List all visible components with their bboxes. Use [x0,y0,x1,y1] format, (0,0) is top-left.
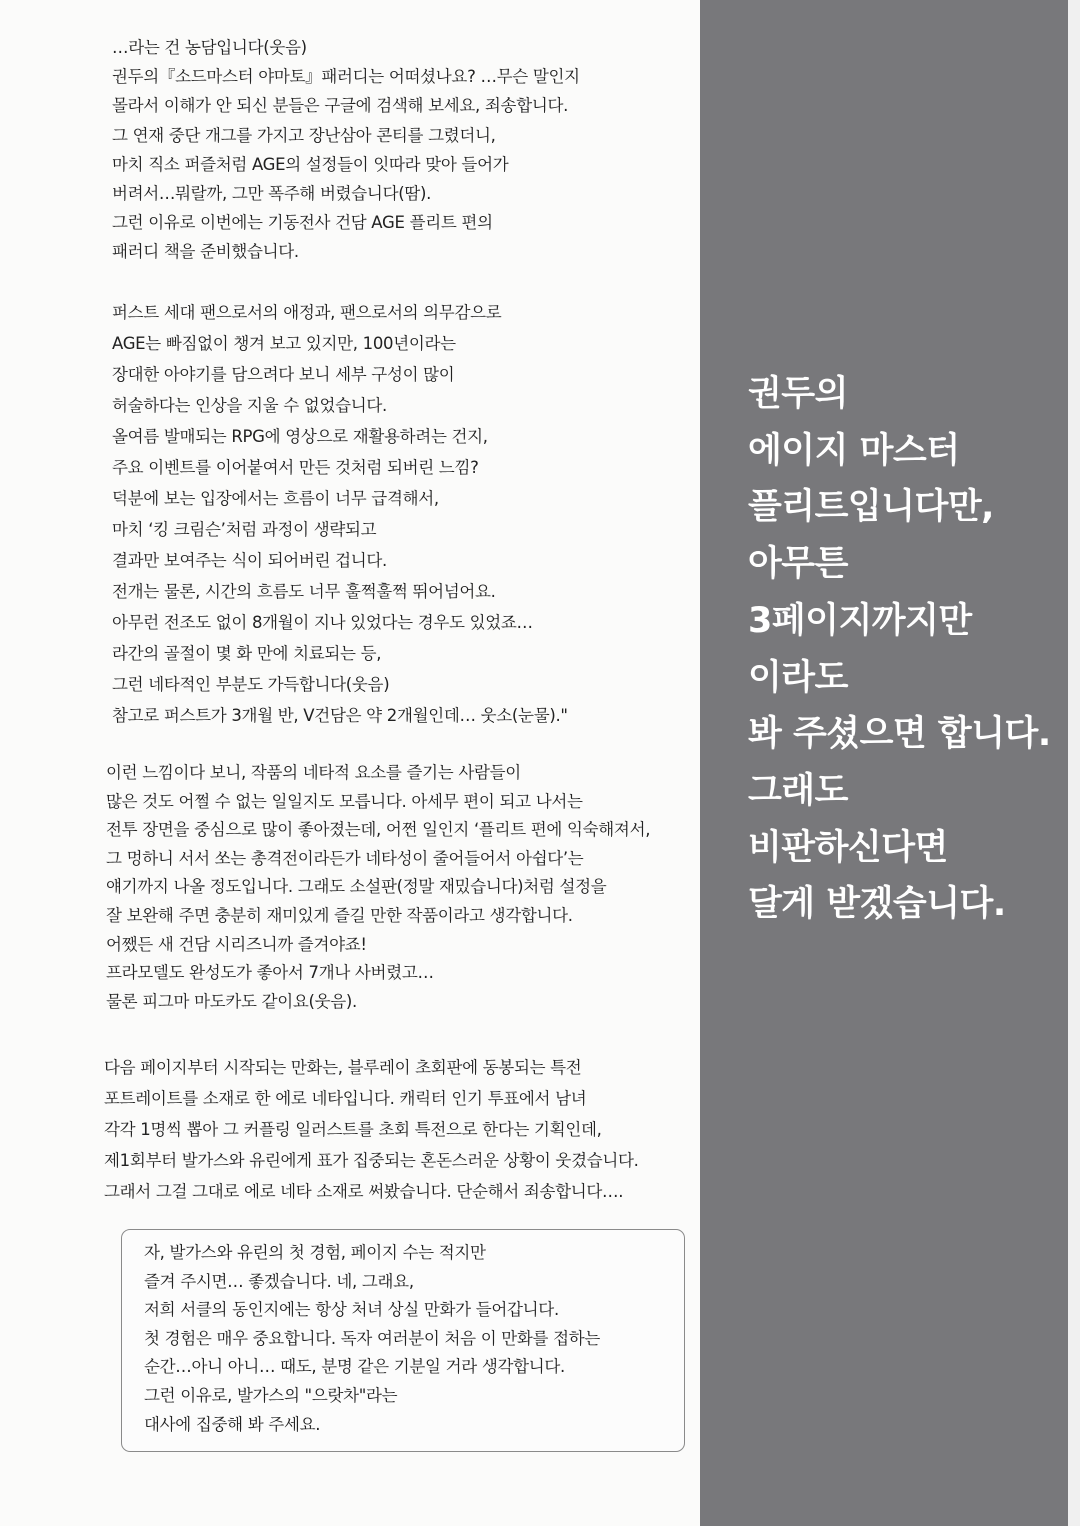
text-line: 라간의 골절이 몇 화 만에 치료되는 등, [112,644,382,663]
text-line: 그 멍하니 서서 쏘는 총격전이라든가 네타성이 줄어들어서 아쉽다’는 [106,848,584,868]
side-panel-line: 그래도 [748,770,848,811]
text-line: 그 연재 중단 개그를 가지고 장난삼아 콘티를 그렸더니, [112,125,496,145]
text-line: 포트레이트를 소재로 한 에로 네타입니다. 캐릭터 인기 투표에서 남녀 [104,1089,587,1108]
text-line: 몰라서 이해가 안 되신 분들은 구글에 검색해 보세요, 죄송합니다. [112,96,569,116]
text-line: 아무런 전조도 없이 8개월이 지나 있었다는 경우도 있었죠… [112,613,533,632]
side-panel-line: 봐 주셨으면 합니다. [748,714,1051,755]
text-line: 많은 것도 어쩔 수 없는 일일지도 모릅니다. 아세무 편이 되고 나서는 [106,791,583,811]
note-line: 그런 이유로, 발가스의 "으랏차"라는 [144,1385,398,1405]
side-panel-line: 아무튼 [748,544,848,585]
text-line: 그런 네타적인 부분도 가득합니다(웃음) [112,675,390,694]
note-line: 순간…아니 아니… 때도, 분명 같은 기분일 거라 생각합니다. [144,1357,565,1377]
text-line: AGE는 빠짐없이 챙겨 보고 있지만, 100년이라는 [112,334,456,353]
text-line: 덕분에 보는 입장에서는 흐름이 너무 급격해서, [112,489,439,508]
text-line: 제1회부터 발가스와 유린에게 표가 집중되는 혼돈스러운 상황이 웃겼습니다. [104,1151,639,1170]
text-line: 각각 1명씩 뽑아 그 커플링 일러스트를 초회 특전으로 한다는 기획인데, [104,1120,602,1139]
text-line: 다음 페이지부터 시작되는 만화는, 블루레이 초회판에 동봉되는 특전 [104,1058,582,1077]
paragraph-neta-elements [106,759,650,1016]
side-panel-line: 3페이지까지만 [748,600,972,641]
text-line: 전투 장면을 중심으로 많이 좋아졌는데, 어쩐 일인지 ‘플리트 편에 익숙해져서, [106,820,651,840]
side-panel-line: 달게 받겠습니다. [748,884,1006,925]
paragraph-intro [112,33,580,267]
note-line: 즐겨 주시면… 좋겠습니다. 네, 그래요, [144,1271,414,1291]
note-box-text [144,1239,600,1439]
text-line: 이런 느낌이다 보니, 작품의 네타적 요소를 즐기는 사람들이 [106,763,521,782]
text-line: 마치 ‘킹 크림슨’처럼 과정이 생략되고 [112,520,377,539]
text-line: 올여름 발매되는 RPG에 영상으로 재활용하려는 건지, [112,427,488,446]
text-line: 물론 피그마 마도카도 같이요(웃음). [106,991,358,1011]
text-line: …라는 건 농담입니다(웃음) [112,38,307,57]
side-panel-line: 비판하신다면 [748,827,948,868]
text-line: 전개는 물론, 시간의 흐름도 너무 훌쩍훌쩍 뛰어넘어요. [112,582,496,601]
text-line: 프라모델도 완성도가 좋아서 7개나 사버렸고… [106,963,434,983]
text-line: 어쨌든 새 건담 시리즈니까 즐겨야죠! [106,934,367,954]
text-line: 그래서 그걸 그대로 에로 네타 소재로 써봤습니다. 단순해서 죄송합니다…. [104,1182,624,1201]
text-line: 퍼스트 세대 팬으로서의 애정과, 팬으로서의 의무감으로 [112,303,502,322]
text-line: 마치 직소 퍼즐처럼 AGE의 설정들이 잇따라 맞아 들어가 [112,154,509,174]
text-line: 얘기까지 나올 정도입니다. 그래도 소설판(정말 재밌습니다)처럼 설정을 [106,877,607,897]
side-panel-text [748,366,1051,933]
text-line: 참고로 퍼스트가 3개월 반, V건담은 약 2개월인데… 웃소(눈물)." [112,706,568,725]
side-panel-line: 이라도 [748,657,848,698]
text-line: 패러디 책을 준비했습니다. [112,242,299,262]
paragraph-comic-intro [104,1052,639,1207]
note-line: 대사에 집중해 봐 주세요. [144,1414,321,1434]
text-line: 잘 보완해 주면 충분히 재미있게 즐길 만한 작품이라고 생각합니다. [106,905,573,925]
text-line: 권두의『소드마스터 야마토』패러디는 어떠셨나요? …무슨 말인지 [112,67,580,87]
text-line: 버려서…뭐랄까, 그만 폭주해 버렸습니다(땀). [112,184,432,204]
side-panel-line: 에이지 마스터 [748,430,960,471]
side-panel-line: 권두의 [748,374,848,414]
text-line: 주요 이벤트를 이어붙여서 만든 것처럼 되버린 느낌? [112,458,479,477]
page-edge [1068,0,1080,1526]
note-line: 저희 서클의 동인지에는 항상 처녀 상실 만화가 들어갑니다. [144,1300,559,1320]
text-line: 결과만 보여주는 식이 되어버린 겁니다. [112,551,387,570]
note-line: 자, 발가스와 유린의 첫 경험, 페이지 수는 적지만 [144,1243,486,1262]
paragraph-age-review [112,297,568,731]
note-line: 첫 경험은 매우 중요합니다. 독자 여러분이 처음 이 만화를 접하는 [144,1328,601,1348]
text-line: 그런 이유로 이번에는 기동전사 건담 AGE 플리트 편의 [112,213,493,233]
text-line: 장대한 아야기를 담으려다 보니 세부 구성이 많이 [112,365,455,384]
side-panel-line: 플리트입니다만, [748,487,994,528]
text-line: 허술하다는 인상을 지울 수 없었습니다. [112,396,387,415]
